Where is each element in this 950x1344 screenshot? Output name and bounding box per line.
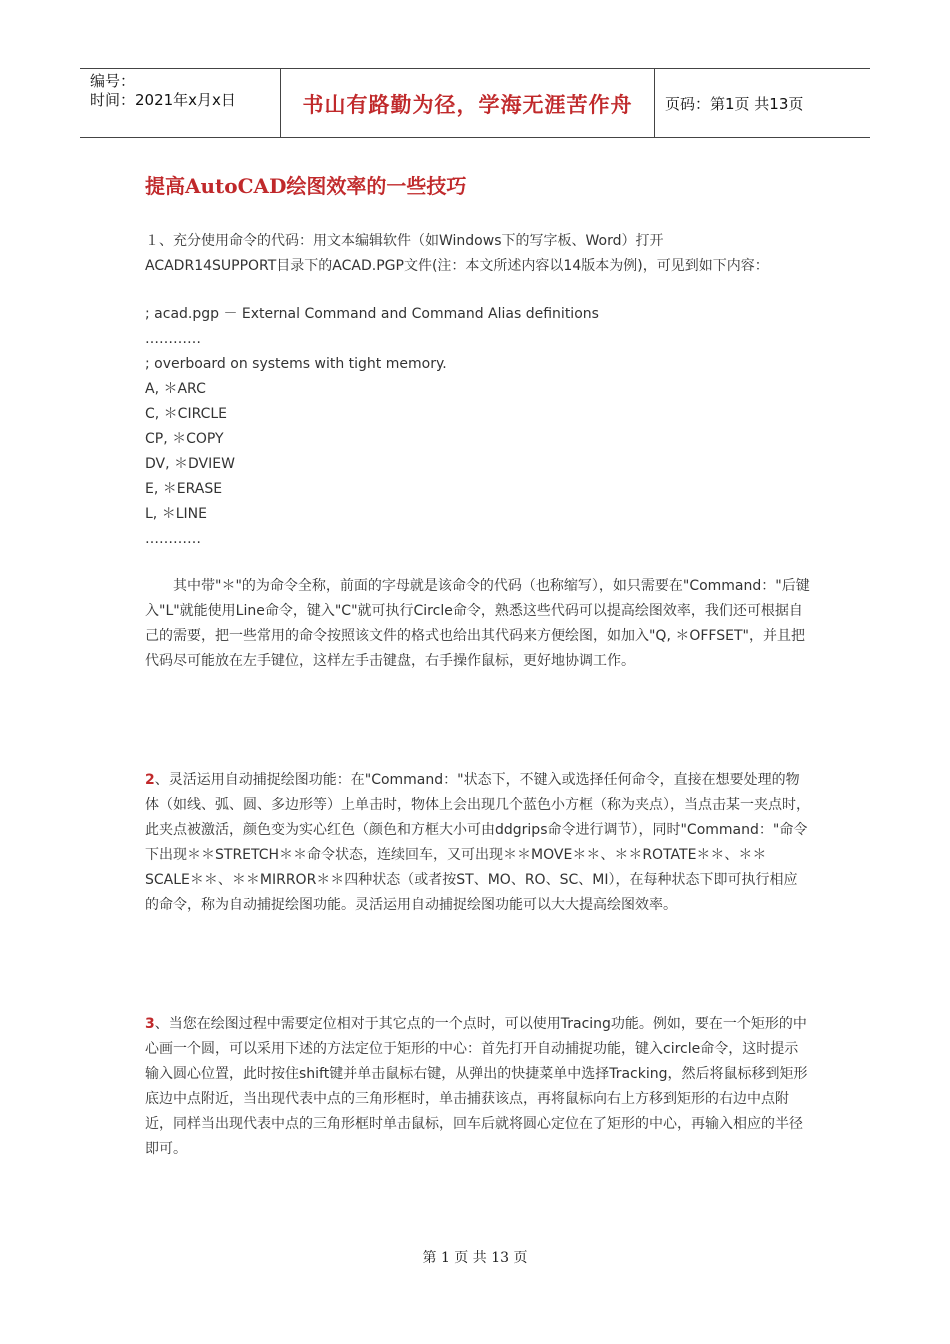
section-number: 3 bbox=[145, 1016, 155, 1032]
code-line: L, ＊LINE bbox=[145, 506, 207, 522]
code-line: ; acad.pgp － External Command and Command Alias definitions bbox=[145, 306, 599, 322]
intro-line-2: ACADR14SUPPORT目录下的ACAD.PGP文件(注：本文所述内容以14版本为例)，可见到如下内容： bbox=[145, 258, 769, 274]
section-text: 、灵活运用自动捕捉绘图功能：在"Command："状态下，不键入或选择任何命令，直接在想要处理的物体（如线、弧、圆、多边形等）上单击时，物体上会出现几个蓝色小方框（称为夹点），当点击某一夹点时，此夹点被激活，颜色变为实心红色（颜色和方框大小可由ddgrips命令进行调节），同时"Command："命令下出现＊＊STRETCH＊＊命令状态，连续回车，又可出现＊＊MOVE＊＊、＊＊ROTATE＊＊、＊＊SCALE＊＊、＊＊MIRROR＊＊四种状态（或者按ST、MO、RO、SC、MI），在每种状态下即可执行相应的命令，称为自动捕捉绘图功能。灵活运用自动捕捉绘图功能可以大大提高绘图效率。 bbox=[145, 772, 810, 913]
section-2 bbox=[145, 768, 810, 918]
serial-label: 编号： bbox=[90, 72, 136, 90]
code-line: ………… bbox=[145, 531, 201, 547]
page-header bbox=[80, 68, 870, 138]
code-line: C, ＊CIRCLE bbox=[145, 406, 228, 422]
intro-line-1: １、充分使用命令的代码：用文本编辑软件（如Windows下的写字板、Word）打开 bbox=[145, 233, 664, 249]
header-page-cell bbox=[655, 69, 870, 137]
section-text: 、当您在绘图过程中需要定位相对于其它点的一个点时，可以使用Tracing功能。例如，要在一个矩形的中心画一个圆，可以采用下述的方法定位于矩形的中心：首先打开自动捕捉功能，键入circle命令，这时提示输入圆心位置，此时按住shift键并单击鼠标右键，从弹出的快捷菜单中选择Tracking，然后将鼠标移到矩形底边中点附近，当出现代表中点的三角形框时，单击捕获该点，再将鼠标向右上方移到矩形的右边中点附近，同样当出现代表中点的三角形框时单击鼠标，回车后就将圆心定位在了矩形的中心，再输入相应的半径即可。 bbox=[145, 1016, 808, 1157]
code-line: CP, ＊COPY bbox=[145, 431, 224, 447]
code-line: A, ＊ARC bbox=[145, 381, 206, 397]
date-label: 时间：2021年x月x日 bbox=[90, 91, 236, 109]
section-3 bbox=[145, 1012, 810, 1162]
header-motto-cell bbox=[281, 69, 655, 137]
page-number-label: 页码：第1页 共13页 bbox=[665, 95, 804, 113]
page-footer: 第 1 页 共 13 页 bbox=[422, 1250, 528, 1266]
motto: 书山有路勤为径，学海无涯苦作舟 bbox=[302, 92, 633, 117]
section-number: 2 bbox=[145, 772, 155, 788]
paragraph-1: 其中带"＊"的为命令全称，前面的字母就是该命令的代码（也称缩写），如只需要在"Command："后键入"L"就能使用Line命令，键入"C"就可执行Circle命令，熟悉这些代码可以提高绘图效率，我们还可根据自己的需要，把一些常用的命令按照该文件的格式也给出其代码来方便绘图，如加入"Q, ＊OFFSET"，并且把代码尽可能放在左手键位，这样左手击键盘，右手操作鼠标，更好地协调工作。 bbox=[145, 578, 810, 669]
code-line: ; overboard on systems with tight memory. bbox=[145, 356, 447, 372]
header-info-cell bbox=[80, 69, 281, 137]
code-line: DV, ＊DVIEW bbox=[145, 456, 235, 472]
code-line: E, ＊ERASE bbox=[145, 481, 223, 497]
document-title: 提高AutoCAD绘图效率的一些技巧 bbox=[145, 174, 467, 198]
code-line: ………… bbox=[145, 331, 201, 347]
